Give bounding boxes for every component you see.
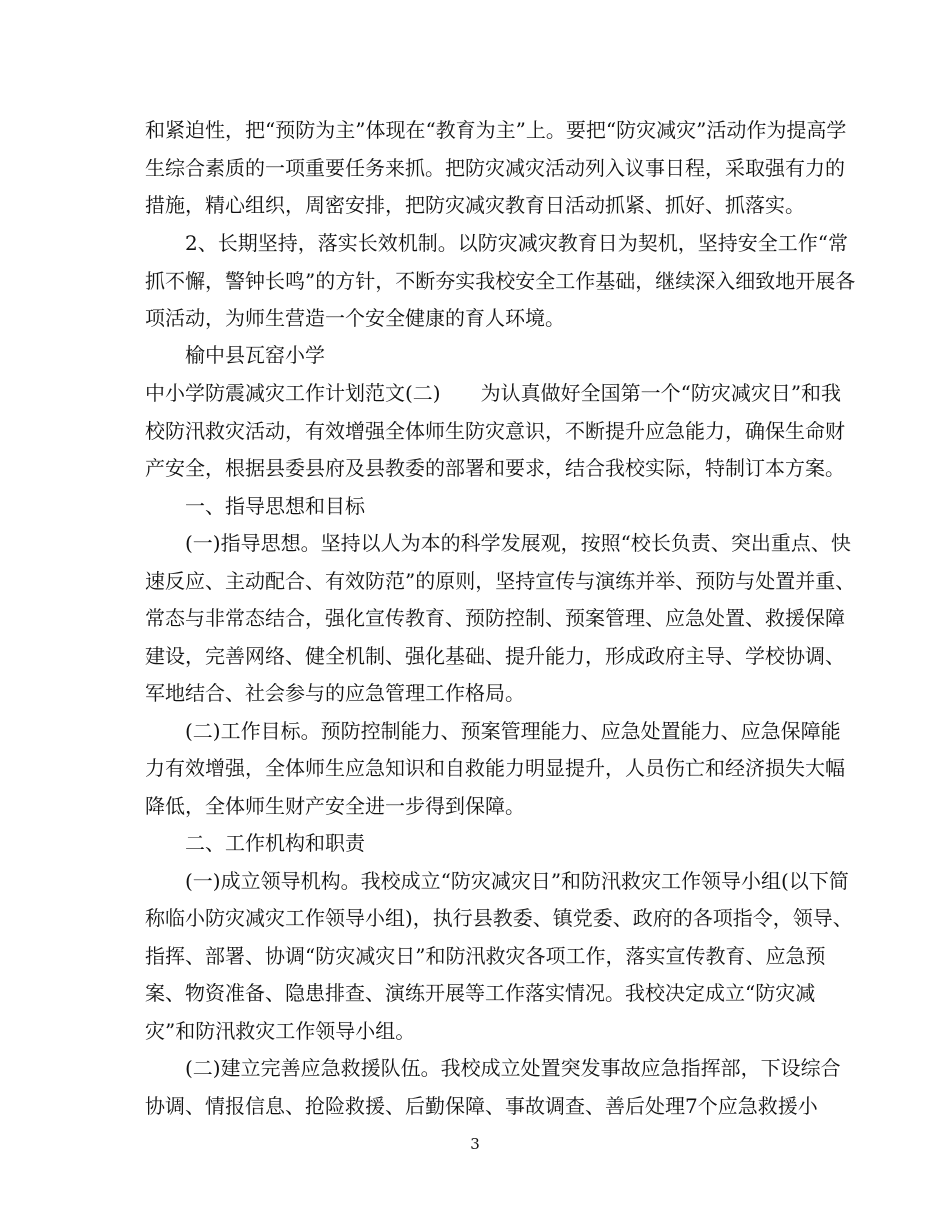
text-line: (一)成立领导机构。我校成立“防灾减灾日”和防汛救灾工作领导小组(以下简 xyxy=(185,869,849,893)
text-line: 速反应、主动配合、有效防范”的原则，坚持宣传与演练并举、预防与处置并重、 xyxy=(145,569,856,593)
text-line: 灾”和防汛救灾工作领导小组。 xyxy=(145,1019,416,1043)
heading-line: 一、指导思想和目标 xyxy=(185,494,365,518)
text-line: 和紧迫性，把“预防为主”体现在“教育为主”上。要把“防灾减灾”活动作为提高学 xyxy=(145,118,847,142)
text-line: 产安全，根据县委县府及县教委的部署和要求，结合我校实际，特制订本方案。 xyxy=(145,456,845,480)
text-line: 建设，完善网络、健全机制、强化基础、提升能力，形成政府主导、学校协调、 xyxy=(145,644,845,668)
text-line: 校防汛救灾活动，有效增强全体师生防灾意识，不断提升应急能力，确保生命财 xyxy=(145,419,845,443)
text-line: 2、长期坚持，落实长效机制。以防灾减灾教育日为契机，坚持安全工作“常 xyxy=(185,231,848,255)
text-line: 项活动，为师生营造一个安全健康的育人环境。 xyxy=(145,306,565,330)
text-line: (二)建立完善应急救援队伍。我校成立处置突发事故应急指挥部，下设综合 xyxy=(185,1056,841,1080)
text-line: 称临小防灾减灾工作领导小组)，执行县教委、镇党委、政府的各项指令，领导、 xyxy=(145,906,853,930)
text-line: 力有效增强，全体师生应急知识和自救能力明显提升，人员伤亡和经济损失大幅 xyxy=(145,756,845,780)
page-number: 3 xyxy=(470,1135,480,1153)
text-line: 指挥、部署、协调“防灾减灾日”和防汛救灾各项工作，落实宣传教育、应急预 xyxy=(145,944,826,968)
heading-line: 二、工作机构和职责 xyxy=(185,831,365,855)
text-line: 降低，全体师生财产安全进一步得到保障。 xyxy=(145,794,525,818)
school-name: 榆中县瓦窑小学 xyxy=(185,343,325,367)
text-line: (二)工作目标。预防控制能力、预案管理能力、应急处置能力、应急保障能 xyxy=(185,719,841,743)
text-line: 军地结合、社会参与的应急管理工作格局。 xyxy=(145,681,525,705)
text-line: (一)指导思想。坚持以人为本的科学发展观，按照“校长负责、突出重点、快 xyxy=(185,531,851,555)
text-line: 协调、情报信息、抢险救援、后勤保障、事故调查、善后处理7个应急救援小 xyxy=(145,1094,818,1118)
text-line: 案、物资准备、隐患排查、演练开展等工作落实情况。我校决定成立“防灾减 xyxy=(145,981,816,1005)
text-line: 抓不懈，警钟长鸣”的方针，不断夯实我校安全工作基础，继续深入细致地开展各 xyxy=(145,269,856,293)
section-title-line: 中小学防震减灾工作计划范文(二) 为认真做好全国第一个“防灾减灾日”和我 xyxy=(145,381,842,405)
text-line: 措施，精心组织，周密安排，把防灾减灾教育日活动抓紧、抓好、抓落实。 xyxy=(145,193,805,217)
text-line: 生综合素质的一项重要任务来抓。把防灾减灾活动列入议事日程，采取强有力的 xyxy=(145,156,845,180)
text-line: 常态与非常态结合，强化宣传教育、预防控制、预案管理、应急处置、救援保障 xyxy=(145,606,845,630)
